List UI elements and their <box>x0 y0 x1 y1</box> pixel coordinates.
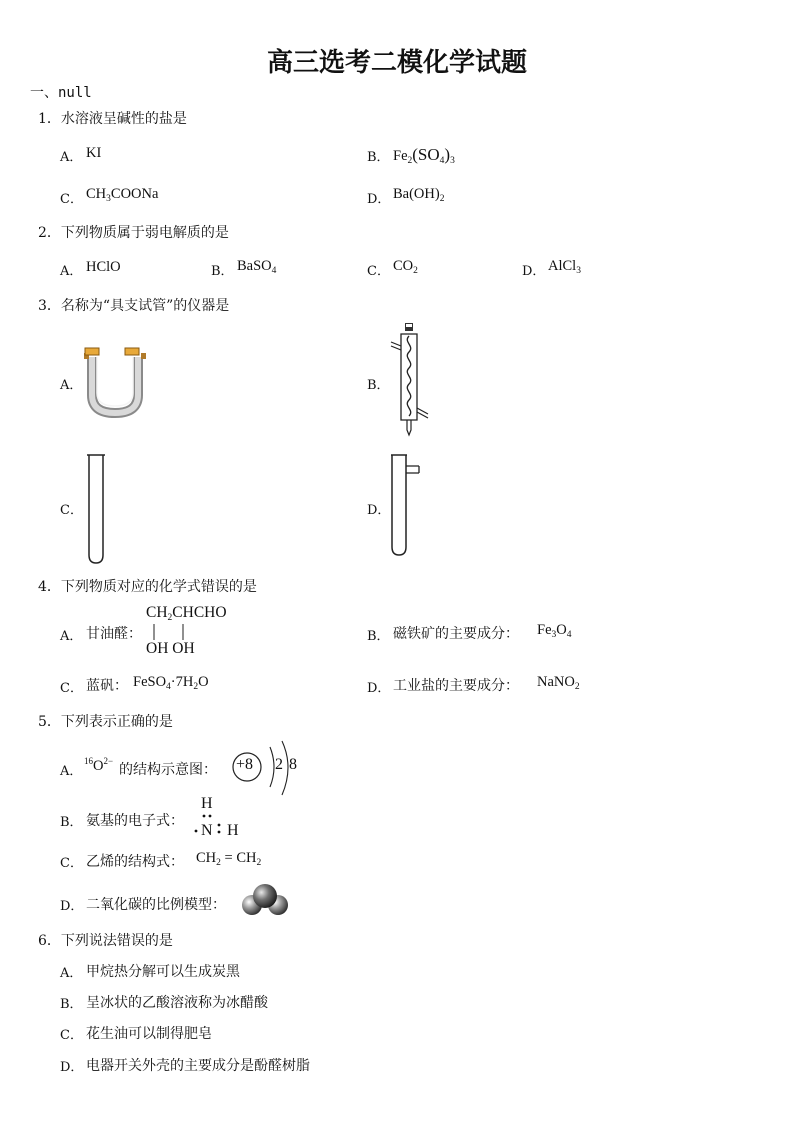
condenser-icon <box>385 322 435 437</box>
q1-option-a-letter: A． <box>60 150 83 165</box>
electron-formula-n: N <box>201 822 213 839</box>
bond-lines-icon <box>152 623 192 641</box>
question-1-stem: 1．水溶液呈碱性的盐是 <box>38 111 187 127</box>
q1-option-b-formula: $Fe_2(SO_4)_3$ <box>393 145 455 166</box>
q5-option-c-text: 乙烯的结构式： <box>86 854 184 870</box>
q5-option-a-letter: A． <box>60 764 83 779</box>
q5-option-b-text: 氨基的电子式： <box>86 813 184 829</box>
q6-option-d-letter: D． <box>60 1060 84 1075</box>
q4-option-b-formula: $Fe_3O_4$ <box>537 622 572 640</box>
q6-option-c-text: 花生油可以制得肥皂 <box>86 1026 212 1042</box>
nucleus-charge: +8 <box>236 756 254 773</box>
q1-option-c-letter: C． <box>60 192 83 207</box>
q1-option-b-letter: B． <box>367 150 390 165</box>
q2-option-b-formula: BaSO$_4$ <box>237 258 277 276</box>
q4-option-c-text: 蓝矾： <box>86 678 128 694</box>
q2-option-d-letter: D． <box>522 264 546 279</box>
q6-option-a-letter: A． <box>60 966 83 981</box>
co2-model-icon <box>240 882 292 918</box>
q1-option-c-formula: $CH_3COONa$ <box>86 186 159 204</box>
q1-option-a-formula: KI <box>86 145 102 161</box>
glyceraldehyde-formula-top: $CH_2CHCHO$ <box>146 604 227 623</box>
electron-dots-icon <box>193 812 229 838</box>
section-heading: 一、null <box>30 85 92 101</box>
question-2-stem: 2．下列物质属于弱电解质的是 <box>38 225 229 241</box>
glyceraldehyde-formula-bottom: OH OH <box>146 640 195 657</box>
q6-option-b-letter: B． <box>60 997 83 1012</box>
q4-option-d-letter: D． <box>367 681 391 696</box>
q5-option-c-formula: $CH_2 = CH_2$ <box>196 850 262 868</box>
q6-option-b-text: 呈冰状的乙酸溶液称为冰醋酸 <box>86 995 268 1011</box>
electron-formula-h-top: H <box>201 795 213 812</box>
q3-option-c-letter: C． <box>60 503 83 518</box>
q5-option-c-letter: C． <box>60 856 83 871</box>
q2-option-d-formula: AlCl$_3$ <box>548 258 581 276</box>
q6-option-c-letter: C． <box>60 1028 83 1043</box>
q3-option-b-letter: B． <box>367 378 390 393</box>
question-5-stem: 5．下列表示正确的是 <box>38 714 173 730</box>
q6-option-a-text: 甲烷热分解可以生成炭黑 <box>86 964 240 980</box>
q4-option-b-letter: B． <box>367 629 390 644</box>
q5-option-d-letter: D． <box>60 899 84 914</box>
test-tube-icon <box>86 453 106 565</box>
q3-option-d-letter: D． <box>367 503 391 518</box>
electron-formula-h-right: H <box>227 822 239 839</box>
question-6-stem: 6．下列说法错误的是 <box>38 933 173 949</box>
q5-option-b-letter: B． <box>60 815 83 830</box>
page-title: 高三选考二模化学试题 <box>266 48 527 78</box>
q1-option-d-letter: D． <box>367 192 391 207</box>
q4-option-a-text: 甘油醛： <box>86 626 142 642</box>
q4-option-c-letter: C． <box>60 681 83 696</box>
q5-option-a-text: 的结构示意图： <box>119 762 217 778</box>
q2-option-a-formula: HClO <box>86 259 121 275</box>
shell-2-electrons: 8 <box>289 756 297 773</box>
q2-option-c-formula: $CO_2$ <box>393 258 418 276</box>
q4-option-d-text: 工业盐的主要成分： <box>393 678 519 694</box>
q4-option-b-text: 磁铁矿的主要成分： <box>393 626 519 642</box>
q2-option-a-letter: A． <box>60 264 83 279</box>
q4-option-c-formula: $FeSO_4\cdot 7H_2O$ <box>133 674 209 692</box>
q5-option-d-text: 二氧化碳的比例模型： <box>86 897 226 913</box>
q3-option-a-letter: A． <box>60 378 83 393</box>
question-4-stem: 4．下列物质对应的化学式错误的是 <box>38 579 257 595</box>
q2-option-b-letter: B． <box>211 264 234 279</box>
q5-option-a-ion: $^{16}O^{2-}$ <box>84 756 114 774</box>
question-3-stem: 3．名称为“具支试管”的仪器是 <box>38 298 230 314</box>
side-arm-test-tube-icon <box>389 453 423 557</box>
q2-option-c-letter: C． <box>367 264 390 279</box>
q4-option-a-letter: A． <box>60 629 83 644</box>
u-tube-icon <box>80 343 150 418</box>
q1-option-d-formula: $Ba(OH)_2$ <box>393 186 445 204</box>
q4-option-d-formula: NaNO$_2$ <box>537 674 580 692</box>
q6-option-d-text: 电器开关外壳的主要成分是酚醛树脂 <box>86 1058 310 1074</box>
shell-1-electrons: 2 <box>275 756 283 773</box>
